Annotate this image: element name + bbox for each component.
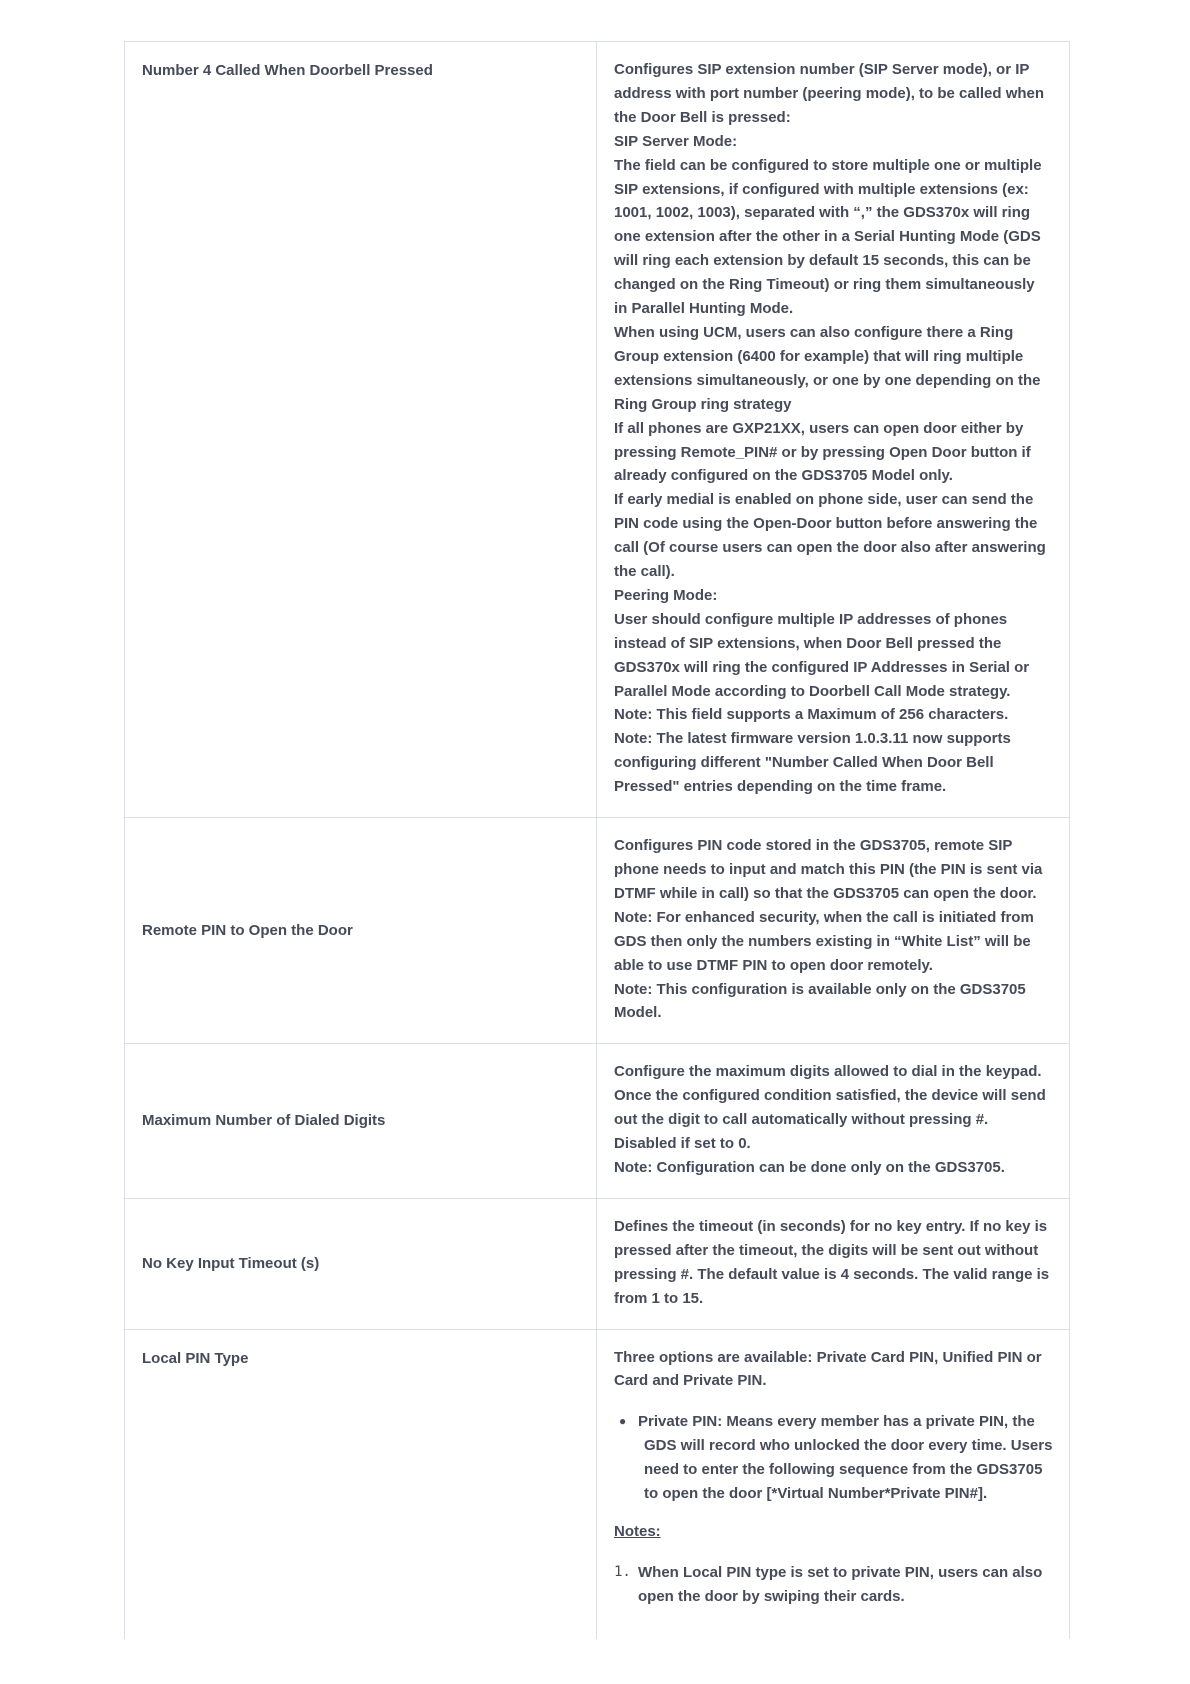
- text-line: already configured on the GDS3705 Model only.: [614, 467, 953, 485]
- text-line: Ring Group ring strategy: [614, 395, 792, 413]
- text-line: Card and Private PIN.: [614, 1372, 767, 1390]
- text-line: Note: This configuration is available only on the GDS3705: [614, 980, 1026, 998]
- text-line: Group extension (6400 for example) that will ring multiple: [614, 347, 1024, 365]
- param-name: [125, 818, 597, 1044]
- text-line: Three options are available: Private Card PIN, Unified PIN or: [614, 1348, 1042, 1366]
- text-line: instead of SIP extensions, when Door Bell pressed the: [614, 634, 1002, 652]
- text-line: address with port number (peering mode), to be called when: [614, 84, 1045, 102]
- description-text: [614, 1215, 1052, 1311]
- text-line: from 1 to 15.: [614, 1289, 704, 1307]
- description-text: [614, 58, 1052, 799]
- text-line: out the digit to call automatically without pressing #.: [614, 1111, 989, 1129]
- param-label: Local PIN Type: [142, 1349, 249, 1367]
- text-line: Pressed" entries depending on the time frame.: [614, 778, 947, 796]
- text-line: DTMF while in call) so that the GDS3705 can open the door.: [614, 884, 1037, 902]
- text-line: SIP extensions, if configured with multiple extensions (ex:: [614, 180, 1029, 198]
- param-label: Maximum Number of Dialed Digits: [142, 1112, 386, 1130]
- text-line: Note: For enhanced security, when the call is initiated from: [614, 908, 1034, 926]
- text-line: Model.: [614, 1004, 662, 1022]
- text-line: If early medial is enabled on phone side, user can send the: [614, 491, 1034, 509]
- text-line: one extension after the other in a Serial Hunting Mode (GDS: [614, 228, 1041, 246]
- option-list: [614, 1410, 1052, 1506]
- text-line: GDS370x will ring the configured IP Addresses in Serial or: [614, 658, 1030, 676]
- list-number: 1.: [614, 1563, 631, 1580]
- list-item-text: [638, 1410, 1052, 1506]
- text-line: GDS then only the numbers existing in “White List” will be: [614, 932, 1031, 950]
- text-line: Note: The latest firmware version 1.0.3.11 now supports: [614, 730, 1011, 748]
- text-line: changed on the Ring Timeout) or ring them simultaneously: [614, 276, 1035, 294]
- text-line: When using UCM, users can also configure there a Ring: [614, 323, 1014, 341]
- text-line: extensions simultaneously, or one by one depending on the: [614, 371, 1041, 389]
- description-text: [614, 1060, 1052, 1180]
- table-row: [125, 818, 1070, 1044]
- text-line: will ring each extension by default 15 seconds, this can be: [614, 252, 1031, 270]
- text-line: SIP Server Mode:: [614, 132, 738, 150]
- table-row: [125, 1329, 1070, 1639]
- text-line: PIN code using the Open-Door button before answering the: [614, 515, 1038, 533]
- text-line: able to use DTMF PIN to open door remotely.: [614, 956, 933, 974]
- text-line: Configure the maximum digits allowed to dial in the keypad.: [614, 1063, 1042, 1081]
- param-description: [597, 1329, 1070, 1639]
- text-line: Note: This field supports a Maximum of 256 characters.: [614, 706, 1009, 724]
- text-line: When Local PIN type is set to private PIN, users can also: [638, 1563, 1043, 1581]
- text-line: pressing Remote_PIN# or by pressing Open Door button if: [614, 443, 1031, 461]
- text-line: call (Of course users can open the door also after answering: [614, 539, 1046, 557]
- text-line: Disabled if set to 0.: [614, 1135, 751, 1153]
- param-name: [125, 1329, 597, 1639]
- param-description: [597, 42, 1070, 818]
- param-name: [125, 1044, 597, 1199]
- text-line: Configures PIN code stored in the GDS3705, remote SIP: [614, 837, 1013, 855]
- table-row: [125, 1198, 1070, 1329]
- table-row: [125, 42, 1070, 818]
- list-item: [638, 1410, 1052, 1506]
- text-line: pressing #. The default value is 4 seconds. The valid range is: [614, 1265, 1050, 1283]
- table-row: [125, 1044, 1070, 1199]
- text-line: If all phones are GXP21XX, users can open door either by: [614, 419, 1024, 437]
- text-line: open the door by swiping their cards.: [638, 1587, 905, 1605]
- text-line: Once the configured condition satisfied, the device will send: [614, 1087, 1046, 1105]
- text-line: the Door Bell is pressed:: [614, 108, 791, 126]
- text-line: configuring different "Number Called When Door Bell: [614, 754, 994, 772]
- text-line: phone needs to input and match this PIN (the PIN is sent via: [614, 861, 1043, 878]
- config-table: [124, 41, 1070, 1639]
- text-line: User should configure multiple IP addresses of phones: [614, 610, 1008, 628]
- list-item: [614, 1561, 1052, 1609]
- text-line: GDS will record who unlocked the door every time. Users: [644, 1437, 1053, 1455]
- description-intro: [614, 1346, 1052, 1394]
- text-line: in Parallel Hunting Mode.: [614, 300, 794, 318]
- text-line: to open the door [*Virtual Number*Private PIN#].: [644, 1485, 988, 1503]
- text-line: Defines the timeout (in seconds) for no key entry. If no key is: [614, 1217, 1048, 1235]
- description-text: [614, 834, 1052, 1025]
- param-name: [125, 1198, 597, 1329]
- param-label: Remote PIN to Open the Door: [142, 921, 353, 939]
- param-description: [597, 1198, 1070, 1329]
- text-line: the call).: [614, 563, 675, 581]
- text-line: The field can be configured to store multiple one or multiple: [614, 156, 1042, 174]
- param-description: [597, 1044, 1070, 1199]
- param-name: [125, 42, 597, 818]
- notes-list: [614, 1561, 1052, 1609]
- text-line: Configures SIP extension number (SIP Server mode), or IP: [614, 61, 1030, 78]
- text-line: Peering Mode:: [614, 586, 718, 604]
- text-line: ● Private PIN: Means every member has a private PIN, the: [638, 1413, 1035, 1431]
- text-line: pressed after the timeout, the digits will be sent out without: [614, 1241, 1039, 1259]
- text-line: Note: Configuration can be done only on the GDS3705.: [614, 1158, 1005, 1176]
- text-line: 1001, 1002, 1003), separated with “,” the GDS370x will ring: [614, 204, 1031, 222]
- text-line: Parallel Mode according to Doorbell Call Mode strategy.: [614, 682, 1011, 700]
- text-line: need to enter the following sequence from the GDS3705: [644, 1461, 1043, 1479]
- param-label: No Key Input Timeout (s): [142, 1254, 320, 1272]
- param-description: [597, 818, 1070, 1044]
- list-item-text: [638, 1561, 1052, 1609]
- notes-heading: Notes:: [614, 1522, 661, 1540]
- param-label: Number 4 Called When Doorbell Pressed: [142, 62, 433, 79]
